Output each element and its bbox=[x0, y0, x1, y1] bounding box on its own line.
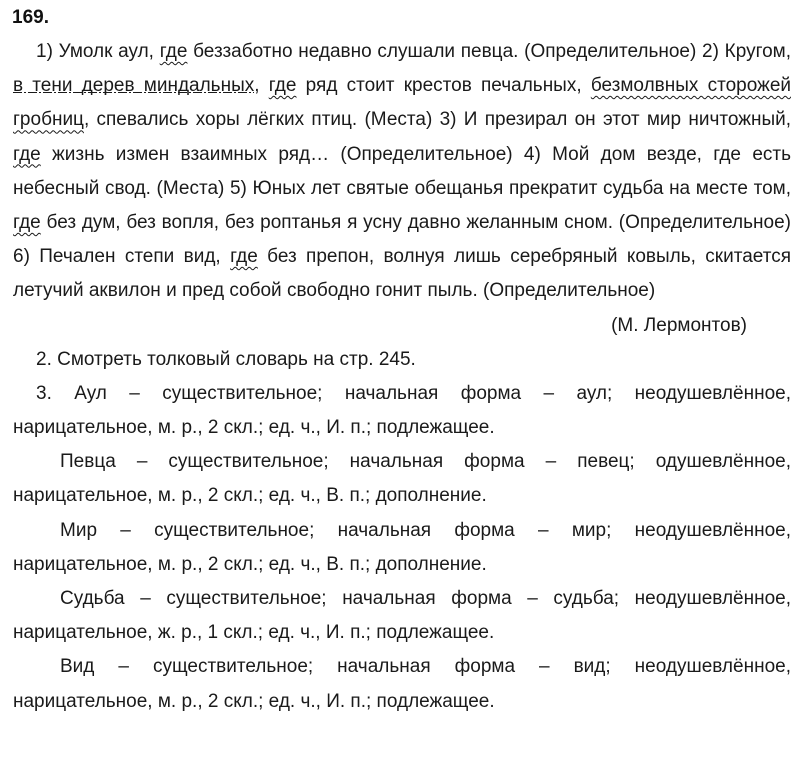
underlined-phrase: безмолвных сторожей гробниц bbox=[13, 75, 791, 131]
underlined-word: где bbox=[13, 143, 41, 165]
morphology-item: Судьба – существительное; начальная форма – судьба; неодушевлённое, нарицательное, ж. р., 1 скл.; ед. ч., И. п.; подлежащее. bbox=[13, 588, 791, 644]
text-fragment: без дум, без вопля, без роптанья я усну давно желанным сном. (Определительное) 6) Печален степи вид, bbox=[13, 212, 791, 268]
underlined-word: где bbox=[159, 41, 188, 62]
morphology-item: 3. Аул – существительное; начальная форма – аул; неодушевлённое, нарицательное, м. р., 2 скл.; ед. ч., И. п.; подлежащее. bbox=[13, 382, 791, 439]
morphology-item: Вид – существительное; начальная форма – вид; неодушевлённое, нарицательное, м. р., 2 скл.; ед. ч., И. п.; подлежащее. bbox=[13, 656, 791, 712]
underlined-word: где bbox=[268, 75, 297, 97]
text-fragment: ряд стоит крестов печальных, bbox=[296, 75, 591, 97]
underlined-word: где bbox=[230, 246, 258, 268]
text-fragment: жизнь измен взаимных ряд… (Определительное) 4) Мой дом везде, где есть небесный свод. (Места) 5) Юных лет святые обещанья прекратит судьба на месте том, bbox=[13, 143, 791, 199]
text-fragment: без препон, волнуя лишь серебряный ковыль, скитается летучий аквилон и пред собой свободно гонит пыль. (Определительное) bbox=[13, 246, 791, 302]
answer-part-3 bbox=[13, 377, 791, 719]
text-fragment: , спевались хоры лёгких птиц. (Места) 3) И презирал он этот мир ничтожный, bbox=[83, 109, 791, 131]
morphology-item: Певца – существительное; начальная форма – певец; одушевлённое, нарицательное, м. р., 2 скл.; ед. ч., В. п.; дополнение. bbox=[13, 451, 791, 507]
text-fragment: 1) Умолк аул, bbox=[36, 41, 160, 62]
morphology-item: Мир – существительное; начальная форма – мир; неодушевлённое, нарицательное, м. р., 2 скл.; ед. ч., В. п.; дополнение. bbox=[13, 519, 791, 575]
answer-part-1 bbox=[13, 35, 791, 309]
text-fragment: беззаботно недавно слушали певца. (Определительное) 2) Кругом, bbox=[187, 41, 792, 62]
task-number: 169. bbox=[12, 7, 49, 28]
document-page bbox=[13, 6, 791, 719]
author-attribution: (М. Лермонтов) bbox=[611, 314, 747, 336]
underlined-phrase: в тени дерев миндальных bbox=[13, 75, 255, 97]
underlined-word: где bbox=[13, 212, 41, 234]
answer-part-2: 2. Смотреть толковый словарь на стр. 245. bbox=[36, 348, 416, 370]
text-fragment: , bbox=[254, 75, 269, 97]
